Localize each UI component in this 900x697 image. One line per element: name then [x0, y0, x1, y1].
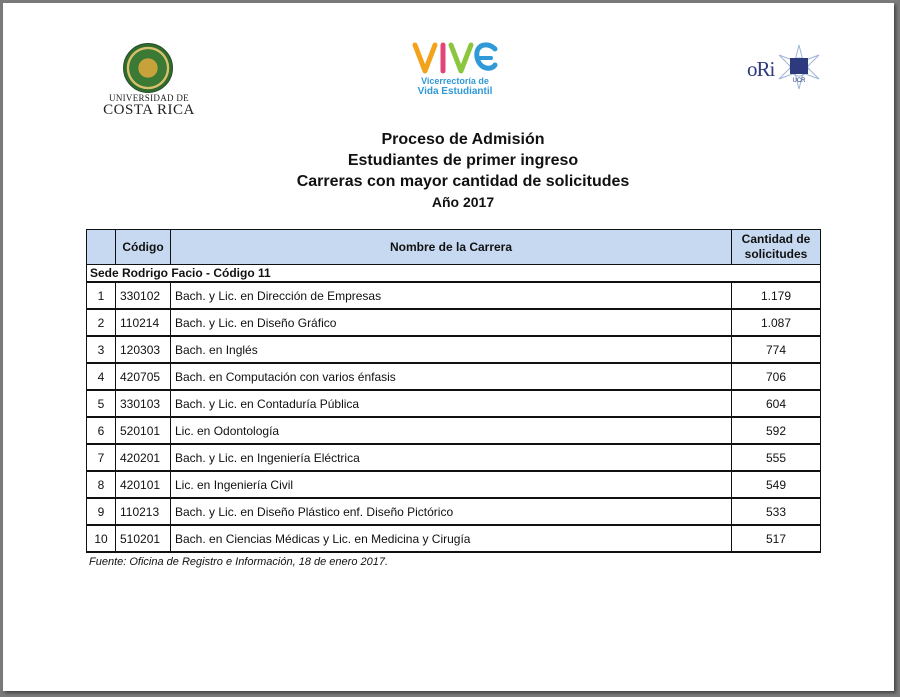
row-nombre: Bach. y Lic. en Diseño Plástico enf. Diseño Pictórico: [171, 498, 732, 525]
vive-logo-line1: Vicerrectoría de: [421, 76, 489, 86]
row-cantidad: 706: [732, 363, 821, 390]
header-codigo: Código: [116, 230, 171, 265]
row-number: 5: [87, 390, 116, 417]
row-cantidad: 555: [732, 444, 821, 471]
row-cantidad: 592: [732, 417, 821, 444]
careers-table: [86, 229, 821, 553]
row-nombre: Lic. en Odontología: [171, 417, 732, 444]
row-nombre: Bach. y Lic. en Contaduría Pública: [171, 390, 732, 417]
table-row: [87, 525, 821, 552]
source-note: Fuente: Oficina de Registro e Información, 18 de enero 2017.: [89, 556, 389, 568]
row-number: 9: [87, 498, 116, 525]
table-row: [87, 336, 821, 363]
row-codigo: 330103: [116, 390, 171, 417]
vive-logo-line2: Vida Estudiantil: [417, 86, 493, 97]
title-line1: Proceso de Admisión: [381, 131, 545, 148]
row-cantidad: 517: [732, 525, 821, 552]
row-nombre: Lic. en Ingeniería Civil: [171, 471, 732, 498]
row-codigo: 110214: [116, 309, 171, 336]
row-number: 6: [87, 417, 116, 444]
ori-star-icon: [775, 43, 823, 91]
row-codigo: 110213: [116, 498, 171, 525]
table-header-row: [87, 230, 821, 265]
table-row: [87, 417, 821, 444]
row-nombre: Bach. y Lic. en Ingeniería Eléctrica: [171, 444, 732, 471]
document-page: [3, 3, 894, 691]
row-number: 4: [87, 363, 116, 390]
row-number: 3: [87, 336, 116, 363]
row-cantidad: 604: [732, 390, 821, 417]
section-label: Sede Rodrigo Facio - Código 11: [87, 265, 821, 283]
row-nombre: Bach. en Ciencias Médicas y Lic. en Medicina y Cirugía: [171, 525, 732, 552]
row-number: 8: [87, 471, 116, 498]
ucr-seal-icon: [123, 43, 173, 93]
row-nombre: Bach. y Lic. en Dirección de Empresas: [171, 282, 732, 309]
report-titles: [203, 129, 723, 213]
row-number: 1: [87, 282, 116, 309]
row-nombre: Bach. en Inglés: [171, 336, 732, 363]
table-row: [87, 282, 821, 309]
row-cantidad: 774: [732, 336, 821, 363]
table-row: [87, 390, 821, 417]
row-codigo: 420201: [116, 444, 171, 471]
header-cantidad: [732, 230, 821, 265]
title-line2: Estudiantes de primer ingreso: [347, 152, 579, 169]
ori-logo: [745, 43, 825, 95]
table-row: [87, 471, 821, 498]
row-cantidad: 1.179: [732, 282, 821, 309]
header-cantidad-line1: Cantidad de: [741, 232, 811, 246]
title-line3: Carreras con mayor cantidad de solicitudes: [296, 173, 630, 190]
table-row: [87, 498, 821, 525]
row-number: 7: [87, 444, 116, 471]
table-row: [87, 309, 821, 336]
row-nombre: Bach. y Lic. en Diseño Gráfico: [171, 309, 732, 336]
row-number: 2: [87, 309, 116, 336]
row-cantidad: 533: [732, 498, 821, 525]
row-codigo: 120303: [116, 336, 171, 363]
header-cantidad-line2: solicitudes: [744, 247, 808, 261]
header-nombre: Nombre de la Carrera: [171, 230, 732, 265]
section-row: [87, 265, 821, 283]
ori-logo-text: oRi: [747, 57, 775, 81]
row-cantidad: 549: [732, 471, 821, 498]
row-codigo: 330102: [116, 282, 171, 309]
ucr-logo-line1: UNIVERSIDAD DE: [109, 93, 189, 103]
header-number: [87, 230, 116, 265]
row-codigo: 420705: [116, 363, 171, 390]
row-number: 10: [87, 525, 116, 552]
vive-mark-icon: [411, 41, 499, 75]
row-nombre: Bach. en Computación con varios énfasis: [171, 363, 732, 390]
title-year: Año 2017: [431, 194, 495, 210]
row-codigo: 510201: [116, 525, 171, 552]
row-codigo: 520101: [116, 417, 171, 444]
table-row: [87, 363, 821, 390]
ucr-logo: [101, 43, 201, 123]
table-row: [87, 444, 821, 471]
vive-logo: [405, 41, 505, 101]
row-codigo: 420101: [116, 471, 171, 498]
row-cantidad: 1.087: [732, 309, 821, 336]
ucr-logo-line2: COSTA RICA: [103, 102, 195, 118]
ori-badge: UCR: [792, 78, 806, 84]
